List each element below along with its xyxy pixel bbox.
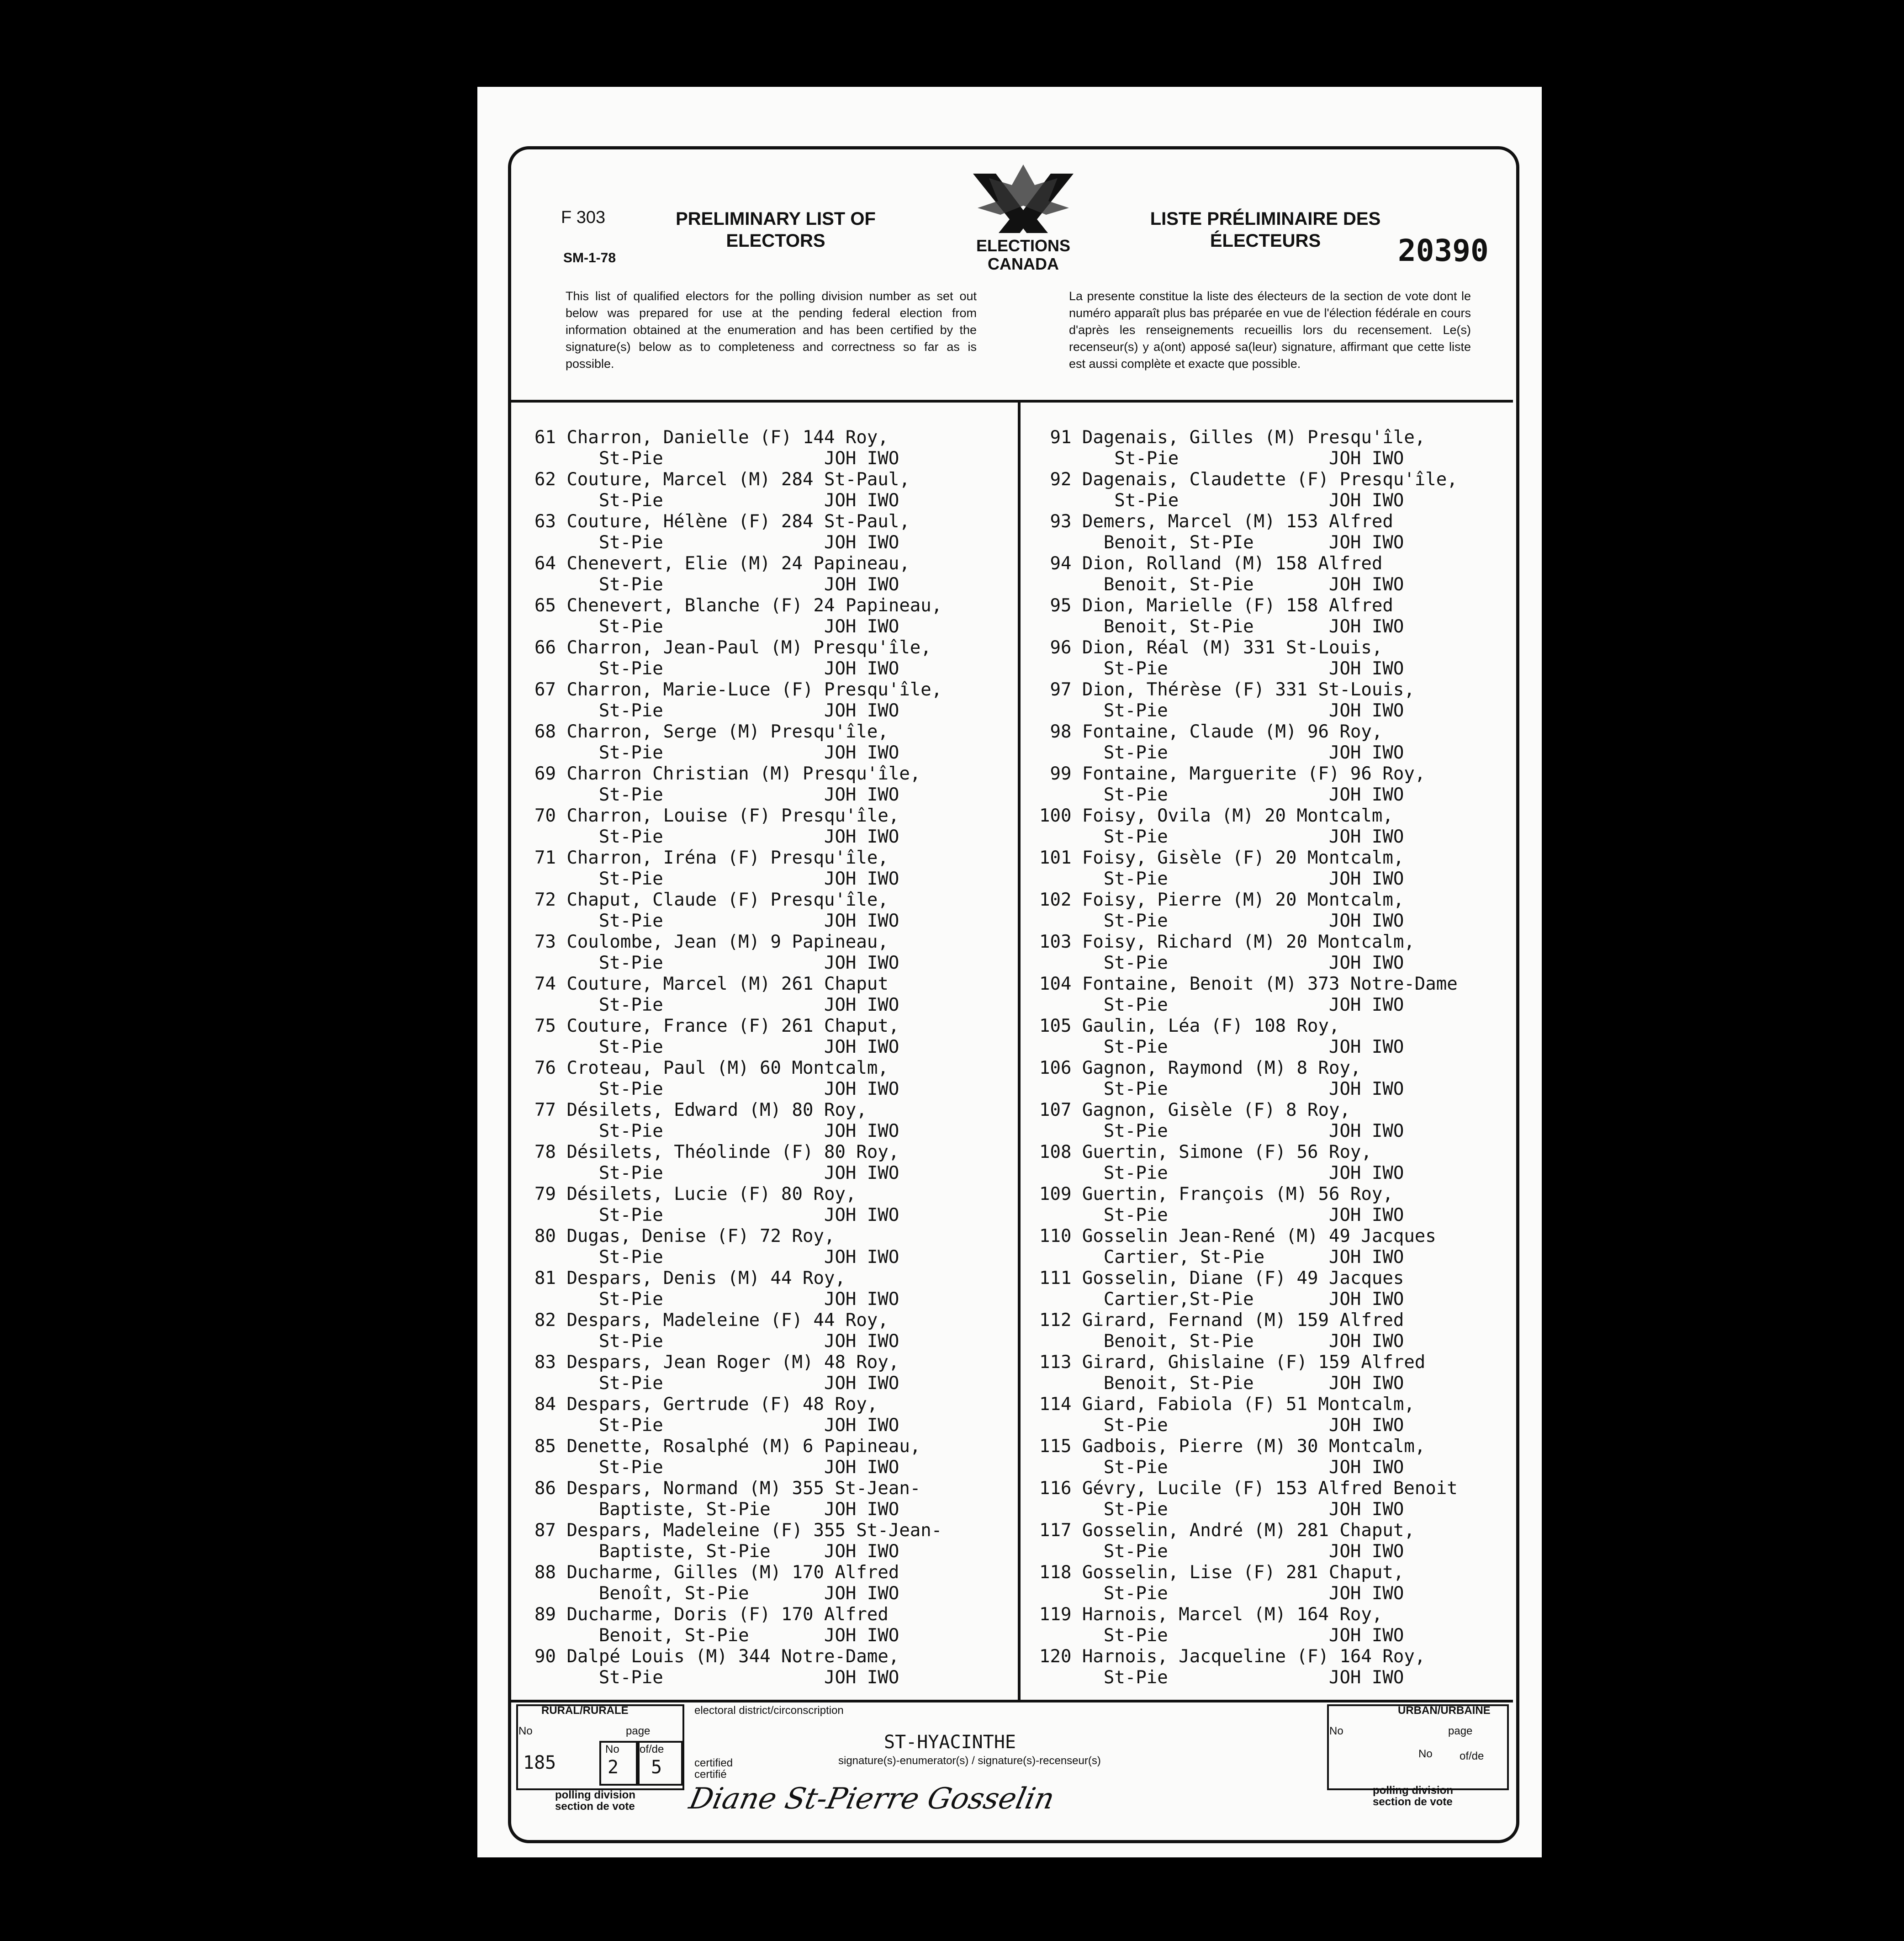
form-code: F 303 <box>561 208 606 227</box>
elector-locality-postcode: St-Pie JOH IWO <box>534 742 899 763</box>
elector-entry <box>534 848 942 890</box>
elector-locality-postcode: St-Pie JOH IWO <box>534 1415 899 1436</box>
elector-entry <box>1039 553 1458 595</box>
elector-name-address: 84 Despars, Gertrude (F) 48 Roy, <box>534 1394 878 1415</box>
elector-entry <box>534 721 942 764</box>
elector-name-address: 95 Dion, Marielle (F) 158 Alfred <box>1039 595 1393 616</box>
elector-name-address: 90 Dalpé Louis (M) 344 Notre-Dame, <box>534 1646 899 1667</box>
elector-entry <box>1039 1520 1458 1562</box>
elector-entry <box>1039 427 1458 469</box>
elector-name-address: 111 Gosselin, Diane (F) 49 Jacques <box>1039 1268 1404 1289</box>
elector-entry <box>1039 679 1458 721</box>
elector-locality-postcode: Benoit, St-Pie JOH IWO <box>534 1625 899 1646</box>
electoral-district: ST-HYACINTHE <box>884 1732 1016 1753</box>
elector-entry <box>1039 637 1458 679</box>
elector-name-address: 68 Charron, Serge (M) Presqu'île, <box>534 721 889 742</box>
elector-entry <box>534 1016 942 1058</box>
elector-entry <box>1039 1604 1458 1646</box>
elector-locality-postcode: St-Pie JOH IWO <box>1039 785 1404 805</box>
elector-entry <box>1039 1310 1458 1352</box>
elector-name-address: 74 Couture, Marcel (M) 261 Chaput <box>534 974 889 994</box>
elector-name-address: 120 Harnois, Jacqueline (F) 164 Roy, <box>1039 1646 1426 1667</box>
elector-entry <box>534 1142 942 1184</box>
elector-name-address: 86 Despars, Normand (M) 355 St-Jean- <box>534 1478 921 1499</box>
elector-entry <box>534 1184 942 1226</box>
elector-entry <box>1039 1268 1458 1310</box>
elector-locality-postcode: St-Pie JOH IWO <box>1039 448 1404 469</box>
elector-locality-postcode: St-Pie JOH IWO <box>534 827 899 847</box>
column-divider <box>1018 400 1021 1701</box>
title-fr <box>1147 208 1384 252</box>
elector-locality-postcode: St-Pie JOH IWO <box>534 1289 899 1310</box>
title-en <box>666 208 885 252</box>
elector-entry <box>1039 1142 1458 1184</box>
elector-locality-postcode: St-Pie JOH IWO <box>534 869 899 889</box>
intro-text-fr: La presente constitue la liste des électeurs de la section de vote dont le numéro apparaît plus bas préparée en vue de l'élection fédérale en cours d'après les renseignements recueillis lors du recensement. Le(s) recenseur(s) y a(ont) apposé sa(leur) signature, affirmant que cette liste est aussi complète et exacte que possible. <box>1069 289 1471 371</box>
certified-label: certified <box>694 1757 733 1769</box>
elector-entry <box>1039 1100 1458 1142</box>
elector-entry <box>534 1352 942 1394</box>
elector-locality-postcode: Benoit, St-PIe JOH IWO <box>1039 532 1404 553</box>
elector-entry <box>1039 511 1458 553</box>
logo-line1: ELECTIONS <box>976 236 1071 255</box>
elector-locality-postcode: St-Pie JOH IWO <box>534 1079 899 1099</box>
elector-name-address: 119 Harnois, Marcel (M) 164 Roy, <box>1039 1604 1383 1625</box>
elector-entry <box>534 1478 942 1520</box>
elector-locality-postcode: St-Pie JOH IWO <box>1039 742 1404 763</box>
rural-no-label: No <box>518 1725 533 1737</box>
elector-name-address: 75 Couture, France (F) 261 Chaput, <box>534 1016 899 1036</box>
elector-locality-postcode: St-Pie JOH IWO <box>1039 700 1404 721</box>
elector-locality-postcode: St-Pie JOH IWO <box>534 1037 899 1057</box>
elector-entry <box>534 553 942 595</box>
electoral-district-label: electoral district/circonscription <box>694 1704 844 1717</box>
elector-entry <box>534 764 942 806</box>
title-fr-line2: ÉLECTEURS <box>1210 231 1321 251</box>
page-no-label: No <box>605 1743 619 1755</box>
elector-name-address: 116 Gévry, Lucile (F) 153 Alfred Benoit <box>1039 1478 1458 1499</box>
elector-name-address: 92 Dagenais, Claudette (F) Presqu'île, <box>1039 469 1458 490</box>
elector-locality-postcode: St-Pie JOH IWO <box>534 700 899 721</box>
polling-division-number: 185 <box>523 1752 556 1773</box>
elector-name-address: 73 Coulombe, Jean (M) 9 Papineau, <box>534 932 889 952</box>
polling-division-fr: section de vote <box>555 1800 635 1813</box>
elector-locality-postcode: Baptiste, St-Pie JOH IWO <box>534 1541 899 1562</box>
elector-name-address: 97 Dion, Thérèse (F) 331 St-Louis, <box>1039 679 1415 700</box>
elector-entry <box>534 1562 942 1604</box>
elector-name-address: 114 Giard, Fabiola (F) 51 Montcalm, <box>1039 1394 1415 1415</box>
elector-entry <box>1039 890 1458 932</box>
elector-locality-postcode: St-Pie JOH IWO <box>534 1205 899 1225</box>
elector-entry <box>534 1226 942 1268</box>
urban-no-label: No <box>1329 1725 1343 1737</box>
elector-name-address: 88 Ducharme, Gilles (M) 170 Alfred <box>534 1562 899 1583</box>
elector-entry <box>1039 932 1458 974</box>
page-total: 5 <box>651 1757 662 1778</box>
elector-entry <box>534 890 942 932</box>
elector-name-address: 106 Gagnon, Raymond (M) 8 Roy, <box>1039 1058 1361 1078</box>
elector-entry <box>534 511 942 553</box>
enumerator-signature: Diane St-Pierre Gosselin <box>686 1782 1058 1816</box>
elector-entry <box>534 1646 942 1688</box>
elector-locality-postcode: St-Pie JOH IWO <box>534 1457 899 1478</box>
elector-list-right <box>1039 427 1458 1688</box>
elector-name-address: 118 Gosselin, Lise (F) 281 Chaput, <box>1039 1562 1404 1583</box>
elector-name-address: 94 Dion, Rolland (M) 158 Alfred <box>1039 553 1383 574</box>
elector-locality-postcode: St-Pie JOH IWO <box>534 785 899 805</box>
elector-locality-postcode: St-Pie JOH IWO <box>1039 1121 1404 1141</box>
elector-locality-postcode: St-Pie JOH IWO <box>1039 911 1404 931</box>
elector-locality-postcode: St-Pie JOH IWO <box>1039 1499 1404 1520</box>
elector-name-address: 63 Couture, Hélène (F) 284 St-Paul, <box>534 511 910 532</box>
elector-name-address: 71 Charron, Iréna (F) Presqu'île, <box>534 848 889 868</box>
elector-entry <box>534 932 942 974</box>
elector-name-address: 108 Guertin, Simone (F) 56 Roy, <box>1039 1142 1372 1162</box>
elector-locality-postcode: Benoît, St-Pie JOH IWO <box>534 1583 899 1604</box>
elector-entry <box>1039 1058 1458 1100</box>
elector-locality-postcode: St-Pie JOH IWO <box>1039 1163 1404 1183</box>
elector-name-address: 69 Charron Christian (M) Presqu'île, <box>534 764 921 784</box>
elector-entry <box>534 1058 942 1100</box>
elector-entry <box>1039 848 1458 890</box>
title-en-line2: ELECTORS <box>726 231 825 251</box>
elector-locality-postcode: St-Pie JOH IWO <box>1039 869 1404 889</box>
rural-page-label: page <box>626 1725 651 1737</box>
elector-entry <box>1039 1184 1458 1226</box>
elector-name-address: 110 Gosselin Jean-René (M) 49 Jacques <box>1039 1226 1436 1246</box>
elector-entry <box>534 595 942 637</box>
elector-name-address: 78 Désilets, Théolinde (F) 80 Roy, <box>534 1142 899 1162</box>
elector-entry <box>1039 1226 1458 1268</box>
form-edition: SM-1-78 <box>563 250 616 265</box>
elector-locality-postcode: St-Pie JOH IWO <box>534 1247 899 1267</box>
elector-locality-postcode: St-Pie JOH IWO <box>534 658 899 679</box>
urban-of-label: of/de <box>1460 1750 1484 1762</box>
elector-entry <box>534 1436 942 1478</box>
elector-locality-postcode: St-Pie JOH IWO <box>534 995 899 1015</box>
urban-polling-division-label: polling division <box>1373 1784 1453 1797</box>
elector-name-address: 117 Gosselin, André (M) 281 Chaput, <box>1039 1520 1415 1541</box>
elector-name-address: 77 Désilets, Edward (M) 80 Roy, <box>534 1100 867 1120</box>
elector-locality-postcode: St-Pie JOH IWO <box>1039 658 1404 679</box>
elector-locality-postcode: Benoit, St-Pie JOH IWO <box>1039 574 1404 595</box>
elector-locality-postcode: St-Pie JOH IWO <box>1039 490 1404 511</box>
elector-entry <box>534 974 942 1016</box>
elector-locality-postcode: St-Pie JOH IWO <box>1039 953 1404 973</box>
elector-locality-postcode: St-Pie JOH IWO <box>534 1163 899 1183</box>
urban-box <box>1327 1704 1509 1790</box>
elector-locality-postcode: St-Pie JOH IWO <box>534 490 899 511</box>
elector-locality-postcode: St-Pie JOH IWO <box>534 616 899 637</box>
elector-entry <box>534 1100 942 1142</box>
elector-name-address: 89 Ducharme, Doris (F) 170 Alfred <box>534 1604 889 1625</box>
elector-locality-postcode: Baptiste, St-Pie JOH IWO <box>534 1499 899 1520</box>
elector-name-address: 113 Girard, Ghislaine (F) 159 Alfred <box>1039 1352 1426 1373</box>
elector-name-address: 80 Dugas, Denise (F) 72 Roy, <box>534 1226 835 1246</box>
elector-locality-postcode: St-Pie JOH IWO <box>534 574 899 595</box>
elector-locality-postcode: Cartier, St-Pie JOH IWO <box>1039 1247 1404 1267</box>
elector-name-address: 67 Charron, Marie-Luce (F) Presqu'île, <box>534 679 942 700</box>
elector-entry <box>1039 764 1458 806</box>
title-fr-line1: LISTE PRÉLIMINAIRE DES <box>1150 209 1381 229</box>
urban-polling-division-fr: section de vote <box>1373 1796 1453 1808</box>
elector-name-address: 105 Gaulin, Léa (F) 108 Roy, <box>1039 1016 1340 1036</box>
intro-text-en: This list of qualified electors for the polling division number as set out below was prepared for use at the pending federal election from information obtained at the enumeration and has been certified by the signature(s) below as to completeness and correctness so far as is possible. <box>566 289 977 371</box>
footer-divider <box>511 1700 1513 1702</box>
elector-entry <box>534 1268 942 1310</box>
title-en-line1: PRELIMINARY LIST OF <box>676 209 876 229</box>
elector-entry <box>1039 595 1458 637</box>
serial-number: 20390 <box>1398 233 1489 268</box>
elector-entry <box>534 1310 942 1352</box>
elector-name-address: 65 Chenevert, Blanche (F) 24 Papineau, <box>534 595 942 616</box>
polling-division-label: polling division <box>555 1789 635 1801</box>
elector-locality-postcode: St-Pie JOH IWO <box>1039 1667 1404 1688</box>
elector-list-left <box>534 427 942 1688</box>
urban-label: URBAN/URBAINE <box>1398 1704 1491 1717</box>
elector-name-address: 91 Dagenais, Gilles (M) Presqu'île, <box>1039 427 1426 448</box>
elector-entry <box>534 806 942 848</box>
elector-name-address: 96 Dion, Réal (M) 331 St-Louis, <box>1039 637 1383 658</box>
elector-locality-postcode: Benoit, St-Pie JOH IWO <box>1039 616 1404 637</box>
elector-entry <box>1039 469 1458 511</box>
elector-entry <box>534 1604 942 1646</box>
elector-entry <box>1039 806 1458 848</box>
elector-locality-postcode: St-Pie JOH IWO <box>1039 1205 1404 1225</box>
elector-name-address: 87 Despars, Madeleine (F) 355 St-Jean- <box>534 1520 942 1541</box>
elector-locality-postcode: St-Pie JOH IWO <box>1039 1079 1404 1099</box>
elector-locality-postcode: Benoit, St-Pie JOH IWO <box>1039 1373 1404 1394</box>
elector-entry <box>1039 1646 1458 1688</box>
elector-name-address: 79 Désilets, Lucie (F) 80 Roy, <box>534 1184 857 1204</box>
elector-name-address: 81 Despars, Denis (M) 44 Roy, <box>534 1268 846 1289</box>
elector-name-address: 64 Chenevert, Elie (M) 24 Papineau, <box>534 553 910 574</box>
elector-locality-postcode: St-Pie JOH IWO <box>534 911 899 931</box>
elector-name-address: 62 Couture, Marcel (M) 284 St-Paul, <box>534 469 910 490</box>
urban-no2-label: No <box>1418 1748 1433 1760</box>
elector-name-address: 98 Fontaine, Claude (M) 96 Roy, <box>1039 721 1383 742</box>
urban-page-label: page <box>1448 1725 1473 1737</box>
elector-entry <box>534 427 942 469</box>
elector-name-address: 66 Charron, Jean-Paul (M) Presqu'île, <box>534 637 931 658</box>
elector-entry <box>1039 1016 1458 1058</box>
elector-locality-postcode: St-Pie JOH IWO <box>1039 1583 1404 1604</box>
elector-name-address: 101 Foisy, Gisèle (F) 20 Montcalm, <box>1039 848 1404 868</box>
elector-entry <box>534 679 942 721</box>
elector-entry <box>534 1520 942 1562</box>
certified-fr: certifié <box>694 1768 727 1781</box>
elector-name-address: 102 Foisy, Pierre (M) 20 Montcalm, <box>1039 890 1404 910</box>
elector-locality-postcode: St-Pie JOH IWO <box>534 448 899 469</box>
elector-locality-postcode: St-Pie JOH IWO <box>1039 827 1404 847</box>
elector-locality-postcode: St-Pie JOH IWO <box>1039 1037 1404 1057</box>
elector-locality-postcode: St-Pie JOH IWO <box>1039 1415 1404 1436</box>
elector-locality-postcode: Cartier,St-Pie JOH IWO <box>1039 1289 1404 1310</box>
elector-entry <box>1039 1352 1458 1394</box>
page-number: 2 <box>608 1757 619 1778</box>
elector-name-address: 76 Croteau, Paul (M) 60 Montcalm, <box>534 1058 889 1078</box>
rural-label: RURAL/RURALE <box>541 1704 629 1717</box>
logo-line2: CANADA <box>988 255 1059 273</box>
elector-name-address: 61 Charron, Danielle (F) 144 Roy, <box>534 427 889 448</box>
elector-locality-postcode: St-Pie JOH IWO <box>534 532 899 553</box>
elector-name-address: 104 Fontaine, Benoit (M) 373 Notre-Dame <box>1039 974 1458 994</box>
elector-locality-postcode: St-Pie JOH IWO <box>1039 995 1404 1015</box>
elector-name-address: 82 Despars, Madeleine (F) 44 Roy, <box>534 1310 889 1331</box>
elector-name-address: 115 Gadbois, Pierre (M) 30 Montcalm, <box>1039 1436 1426 1457</box>
elector-name-address: 85 Denette, Rosalphé (M) 6 Papineau, <box>534 1436 921 1457</box>
elector-locality-postcode: St-Pie JOH IWO <box>534 953 899 973</box>
elector-name-address: 83 Despars, Jean Roger (M) 48 Roy, <box>534 1352 899 1373</box>
elector-entry <box>1039 1562 1458 1604</box>
elector-locality-postcode: St-Pie JOH IWO <box>534 1667 899 1688</box>
elector-locality-postcode: Benoit, St-Pie JOH IWO <box>1039 1331 1404 1352</box>
elector-name-address: 107 Gagnon, Gisèle (F) 8 Roy, <box>1039 1100 1350 1120</box>
elector-entry <box>1039 974 1458 1016</box>
elector-entry <box>534 469 942 511</box>
elector-name-address: 109 Guertin, François (M) 56 Roy, <box>1039 1184 1393 1204</box>
elections-canada-logo <box>955 164 1092 279</box>
elector-name-address: 103 Foisy, Richard (M) 20 Montcalm, <box>1039 932 1415 952</box>
elector-entry <box>1039 721 1458 764</box>
of-label: of/de <box>640 1743 664 1755</box>
elector-name-address: 112 Girard, Fernand (M) 159 Alfred <box>1039 1310 1404 1331</box>
elector-locality-postcode: St-Pie JOH IWO <box>534 1331 899 1352</box>
elector-name-address: 99 Fontaine, Marguerite (F) 96 Roy, <box>1039 764 1426 784</box>
elector-name-address: 72 Chaput, Claude (F) Presqu'île, <box>534 890 889 910</box>
elector-locality-postcode: St-Pie JOH IWO <box>534 1121 899 1141</box>
elector-entry <box>534 637 942 679</box>
elector-locality-postcode: St-Pie JOH IWO <box>1039 1625 1404 1646</box>
elector-locality-postcode: St-Pie JOH IWO <box>1039 1457 1404 1478</box>
elector-locality-postcode: St-Pie JOH IWO <box>534 1373 899 1394</box>
elector-entry <box>1039 1394 1458 1436</box>
elector-entry <box>1039 1436 1458 1478</box>
elector-name-address: 70 Charron, Louise (F) Presqu'île, <box>534 806 899 826</box>
elector-name-address: 93 Demers, Marcel (M) 153 Alfred <box>1039 511 1393 532</box>
elector-entry <box>534 1394 942 1436</box>
elector-name-address: 100 Foisy, Ovila (M) 20 Montcalm, <box>1039 806 1393 826</box>
elector-locality-postcode: St-Pie JOH IWO <box>1039 1541 1404 1562</box>
signature-label: signature(s)-enumerator(s) / signature(s)-recenseur(s) <box>838 1755 1101 1767</box>
elector-entry <box>1039 1478 1458 1520</box>
header-divider <box>511 400 1513 403</box>
